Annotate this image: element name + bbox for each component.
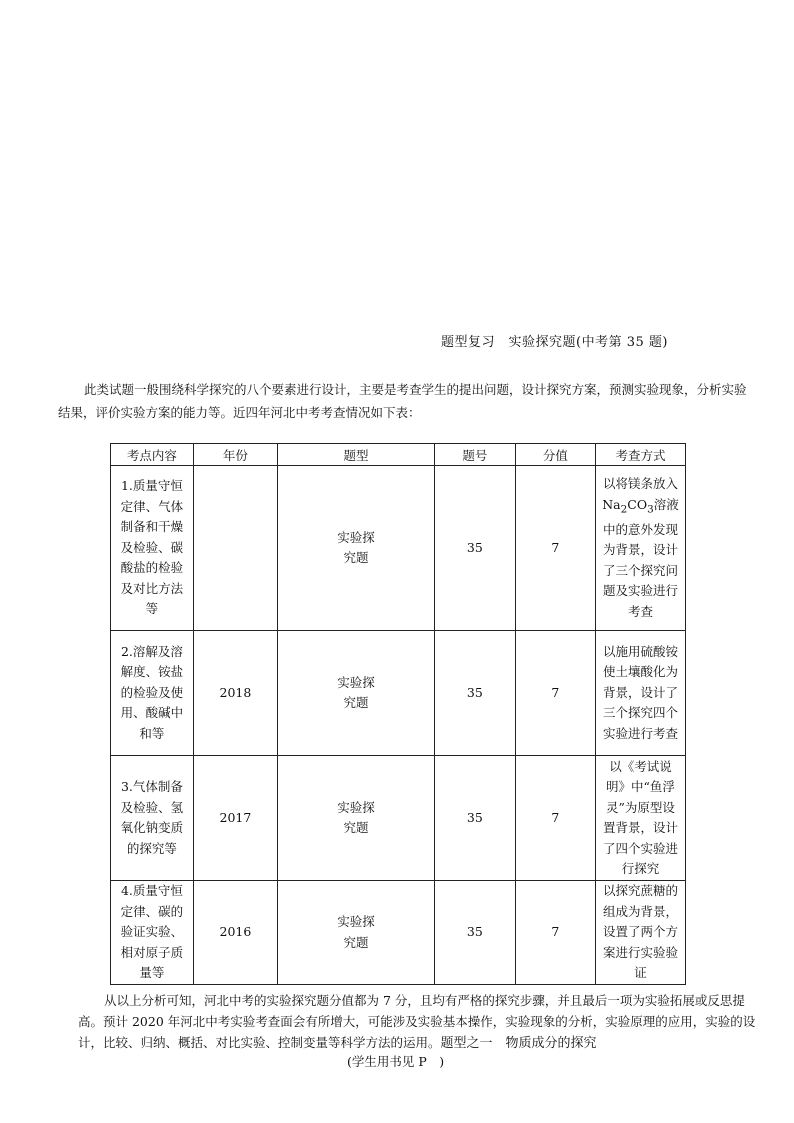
- cell-year: [193, 466, 277, 631]
- type-text: 实验探究题: [337, 799, 375, 835]
- type-text: 实验探究题: [337, 914, 375, 950]
- header-year: 年份: [193, 444, 277, 466]
- cell-method: 以《考试说明》中“鱼浮灵”为原型设置背景，设计了四个实验进行探究: [595, 756, 685, 881]
- cell-number: 35: [434, 466, 515, 631]
- cell-method: 以施用硫酸铵使土壤酸化为背景，设计了三个探究四个实验进行考查: [595, 631, 685, 756]
- header-type: 题型: [278, 444, 435, 466]
- cell-year: 2017: [193, 756, 277, 881]
- type-text: 实验探究题: [337, 529, 375, 565]
- header-number: 题号: [434, 444, 515, 466]
- table-row: [111, 881, 686, 985]
- method-text: 以将镁条放入$Na_2CO_3$溶液中的意外发现为背景，设计了三个探究问题及实验进行考查: [602, 476, 679, 619]
- cell-method: 以探究蔗糖的组成为背景，设置了两个方案进行实验验证: [595, 881, 685, 985]
- cell-score: 7: [515, 881, 595, 985]
- cell-score: 7: [515, 631, 595, 756]
- cell-year: 2016: [193, 881, 277, 985]
- header-point: 考点内容: [111, 444, 194, 466]
- cell-number: 35: [434, 881, 515, 985]
- cell-score: 7: [515, 756, 595, 881]
- cell-point: 4.质量守恒定律、碳的验证实验、相对原子质量等: [111, 881, 194, 985]
- header-score: 分值: [515, 444, 595, 466]
- cell-point: 2.溶解及溶解度、铵盐的检验及使用、酸碱中和等: [111, 631, 194, 756]
- type-text: 实验探究题: [337, 674, 375, 710]
- table-row: [111, 466, 686, 631]
- section-title: 题型之一 物质成分的探究: [440, 1036, 597, 1051]
- cell-number: 35: [434, 631, 515, 756]
- cell-point: 3.气体制备及检验、氢氧化钠变质的探究等: [111, 756, 194, 881]
- table-row: [111, 756, 686, 881]
- table-row: [111, 631, 686, 756]
- table-header-row: [111, 444, 686, 466]
- cell-score: 7: [515, 466, 595, 631]
- header-method: 考查方式: [595, 444, 685, 466]
- cell-type: [278, 631, 435, 756]
- cell-type: [278, 466, 435, 631]
- page-heading: 题型复习 实验探究题(中考第 35 题): [441, 335, 668, 350]
- textbook-reference-note: (学生用书见 P ): [347, 1054, 445, 1069]
- cell-number: 35: [434, 756, 515, 881]
- cell-method: [595, 466, 685, 631]
- conclusion-text: 从以上分析可知，河北中考的实验探究题分值都为 7 分，且均有严格的探究步骤，并且最后一项为实验拓展或反思提高。预计 2020 年河北中考实验考查面会有所增大，可能涉及实验基本操作，实验现象的分析，实验原理的应用，实验的设计，比较、归纳、概括、对比实验、控制变量等科学方法的运用。: [78, 993, 756, 1050]
- exam-table: [110, 443, 686, 985]
- chemical-formula: $Na_2CO_3$: [602, 496, 654, 515]
- cell-type: [278, 881, 435, 985]
- cell-point: 1.质量守恒定律、气体制备和干燥及检验、碳酸盐的检验及对比方法等: [111, 466, 194, 631]
- cell-year: 2018: [193, 631, 277, 756]
- cell-type: [278, 756, 435, 881]
- intro-paragraph: 此类试题一般围绕科学探究的八个要素进行设计，主要是考查学生的提出问题，设计探究方案，预测实验现象，分析实验结果，评价实验方案的能力等。近四年河北中考考查情况如下表：: [58, 382, 747, 420]
- conclusion-paragraph: [78, 990, 758, 1054]
